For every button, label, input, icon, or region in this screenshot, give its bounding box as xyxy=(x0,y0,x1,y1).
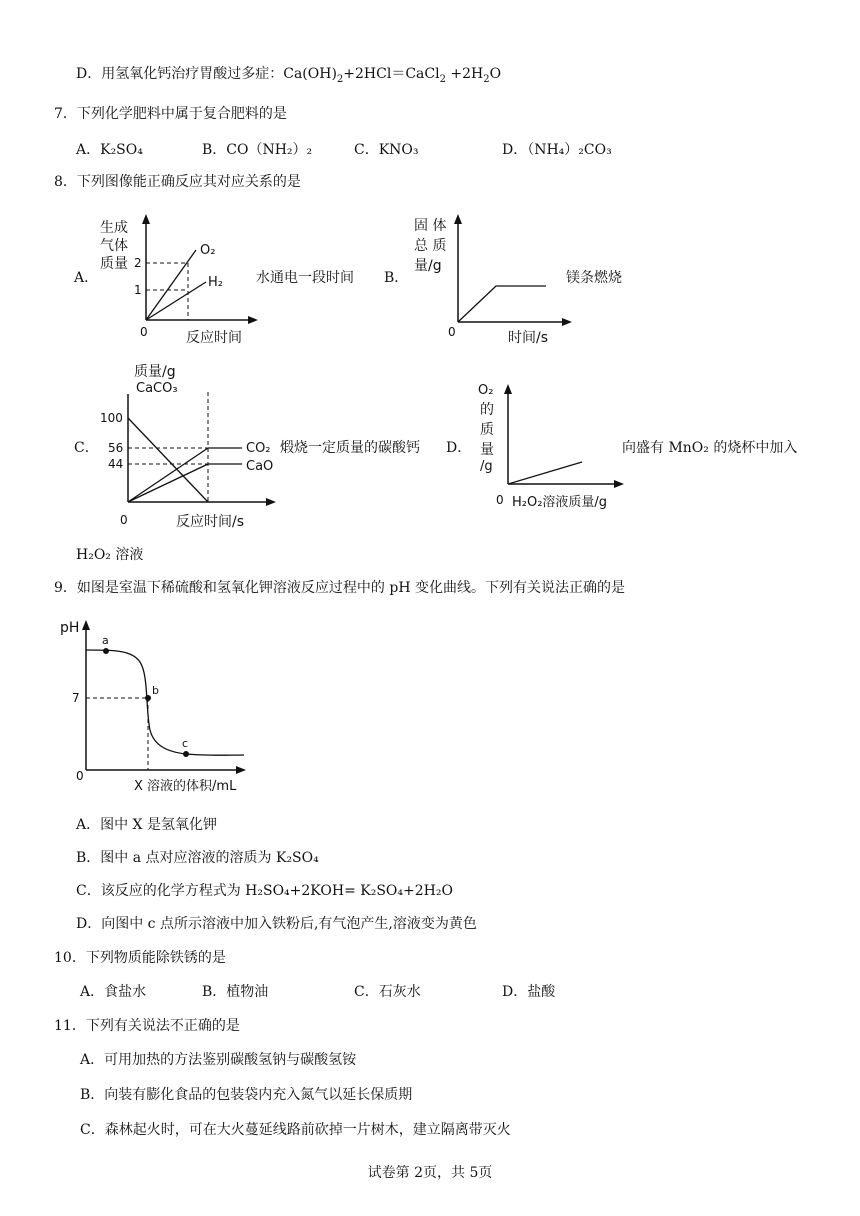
q8-graph-a xyxy=(96,210,266,350)
q10-stem: 10．下列物质能除铁锈的是 xyxy=(54,950,226,966)
graph-b-x-arrow xyxy=(562,318,572,326)
q7-option-b: B．CO（NH₂）₂ xyxy=(202,142,313,158)
q8-graph-c xyxy=(96,360,286,532)
q11-option-b: B．向装有膨化食品的包装袋内充入氮气以延长保质期 xyxy=(80,1087,413,1103)
graph-d-ylabel-4: 量 xyxy=(480,442,494,458)
graph-a-y-arrow xyxy=(142,214,150,224)
q9-stem: 9．如图是室温下稀硫酸和氢氧化钾溶液反应过程中的 pH 变化曲线。下列有关说法正确的是 xyxy=(54,580,625,596)
q10-option-b: B．植物油 xyxy=(202,984,269,1000)
q8-option-c-label: C． xyxy=(74,440,99,456)
graph-a-series-h2: H₂ xyxy=(208,275,223,290)
graph-a-origin: 0 xyxy=(140,325,148,339)
graph-c-ylabel: 质量/g xyxy=(134,364,176,380)
graph-a-line-h2 xyxy=(146,282,206,320)
q8-graph-b xyxy=(410,208,580,348)
graph-a-xlabel: 反应时间 xyxy=(186,330,242,346)
q8-option-d-desc-cont: H₂O₂ 溶液 xyxy=(76,547,144,563)
q8-stem: 8．下列图像能正确反应其对应关系的是 xyxy=(54,174,301,190)
q8-option-a-label: A． xyxy=(74,270,99,286)
graph-a-series-o2: O₂ xyxy=(200,243,216,258)
graph-a-tick-1: 1 xyxy=(134,283,142,297)
graph-a-tick-2: 2 xyxy=(134,256,142,270)
q6-d-sub1: 2 xyxy=(336,73,344,85)
q9-ph-graph xyxy=(58,616,258,796)
graph-c-xlabel: 反应时间/s xyxy=(176,514,245,530)
graph-c-tick-56: 56 xyxy=(108,441,124,455)
ph-graph-curve xyxy=(86,650,244,755)
graph-c-series-caco3: CaCO₃ xyxy=(136,381,178,396)
graph-a-ylabel-3: 质量 xyxy=(100,256,128,272)
graph-d-ylabel-2: 的 xyxy=(480,402,494,418)
ph-graph-point-a xyxy=(103,648,109,654)
ph-graph-point-b xyxy=(145,695,151,701)
ph-graph-ylabel: pH xyxy=(60,620,80,636)
graph-d-ylabel-1: O₂ xyxy=(478,383,494,398)
graph-a-ylabel-2: 气体 xyxy=(100,238,128,254)
q9-option-d: D．向图中 c 点所示溶液中加入铁粉后,有气泡产生,溶液变为黄色 xyxy=(76,916,477,932)
q8-option-c-desc: 煅烧一定质量的碳酸钙 xyxy=(280,440,420,456)
ph-graph-label-c: c xyxy=(182,737,189,750)
graph-d-ylabel-5: /g xyxy=(480,459,493,474)
q8-option-d-desc: 向盛有 MnO₂ 的烧杯中加入 xyxy=(622,440,798,456)
graph-b-xlabel: 时间/s xyxy=(508,330,549,346)
q10-option-c: C．石灰水 xyxy=(354,984,421,1000)
graph-b-ylabel-3: 量/g xyxy=(414,258,442,274)
q11-stem: 11．下列有关说法不正确的是 xyxy=(54,1018,240,1034)
graph-d-xlabel: H₂O₂溶液质量/g xyxy=(512,495,608,510)
q7-option-c: C．KNO₃ xyxy=(354,142,419,158)
q8-graph-d xyxy=(474,378,634,514)
graph-d-origin: 0 xyxy=(496,493,504,507)
graph-d-x-arrow xyxy=(614,480,624,488)
q9-option-c: C．该反应的化学方程式为 H₂SO₄+2KOH= K₂SO₄+2H₂O xyxy=(76,883,453,899)
q7-option-d: D．（NH₄）₂CO₃ xyxy=(502,142,612,158)
q7-option-a: A．K₂SO₄ xyxy=(76,142,143,158)
q11-option-a: A．可用加热的方法鉴别碳酸氢钠与碳酸氢铵 xyxy=(80,1052,357,1068)
graph-d-line xyxy=(508,462,582,484)
graph-c-tick-44: 44 xyxy=(108,457,124,471)
q6-d-tail: +2H xyxy=(445,66,484,82)
q6-option-d xyxy=(76,64,501,90)
ph-graph-y-arrow xyxy=(82,620,90,630)
q6-d-sub2: 2 xyxy=(439,73,446,85)
q6-d-sub3: 2 xyxy=(483,73,490,85)
page-footer: 试卷第 2页，共 5页 xyxy=(367,1165,493,1181)
q6-d-text: D．用氢氧化钙治疗胃酸过多症： xyxy=(76,66,284,82)
graph-b-line xyxy=(458,286,546,322)
q11-option-c: C．森林起火时，可在大火蔓延线路前砍掉一片树木，建立隔离带灭火 xyxy=(80,1122,511,1138)
q6-d-formula: Ca(OH) xyxy=(283,66,337,82)
graph-c-line-cao-rise xyxy=(128,464,208,502)
ph-graph-label-a: a xyxy=(102,634,109,647)
q6-d-end: O xyxy=(489,66,502,82)
graph-a-x-arrow xyxy=(248,316,258,324)
graph-d-y-arrow xyxy=(504,384,512,394)
q9-option-a: A．图中 X 是氢氧化钾 xyxy=(76,817,217,833)
graph-b-y-arrow xyxy=(454,214,462,224)
q10-option-a: A．食盐水 xyxy=(80,984,147,1000)
graph-b-ylabel-2: 总 质 xyxy=(414,238,447,254)
ph-graph-x-arrow xyxy=(236,766,246,774)
graph-c-tick-100: 100 xyxy=(100,411,123,425)
graph-b-ylabel-1: 固 体 xyxy=(414,218,447,234)
graph-c-x-arrow xyxy=(266,498,276,506)
graph-a-ylabel-1: 生成 xyxy=(100,220,128,236)
q8-option-d-label: D． xyxy=(446,440,472,456)
graph-d-ylabel-3: 质 xyxy=(480,422,494,438)
ph-graph-point-c xyxy=(183,751,189,757)
q8-option-b-label: B． xyxy=(384,270,409,286)
graph-b-origin: 0 xyxy=(448,325,456,339)
q8-option-b-desc: 镁条燃烧 xyxy=(566,270,622,286)
graph-c-origin: 0 xyxy=(120,513,128,527)
q6-d-mid: +2HCl＝CaCl xyxy=(343,66,440,82)
ph-graph-tick-7: 7 xyxy=(72,691,80,705)
q7-stem: 7．下列化学肥料中属于复合肥料的是 xyxy=(54,106,287,122)
ph-graph-origin: 0 xyxy=(76,769,84,783)
ph-graph-label-b: b xyxy=(152,684,159,697)
q9-option-b: B．图中 a 点对应溶液的溶质为 K₂SO₄ xyxy=(76,850,319,866)
graph-c-line-co2-rise xyxy=(128,448,208,502)
graph-c-line-caco3 xyxy=(128,418,208,502)
graph-c-series-cao: CaO xyxy=(246,459,274,474)
q8-option-a-desc: 水通电一段时间 xyxy=(256,270,354,286)
ph-graph-xlabel: X 溶液的体积/mL xyxy=(134,779,237,794)
graph-c-series-co2: CO₂ xyxy=(246,441,271,456)
q10-option-d: D．盐酸 xyxy=(502,984,556,1000)
